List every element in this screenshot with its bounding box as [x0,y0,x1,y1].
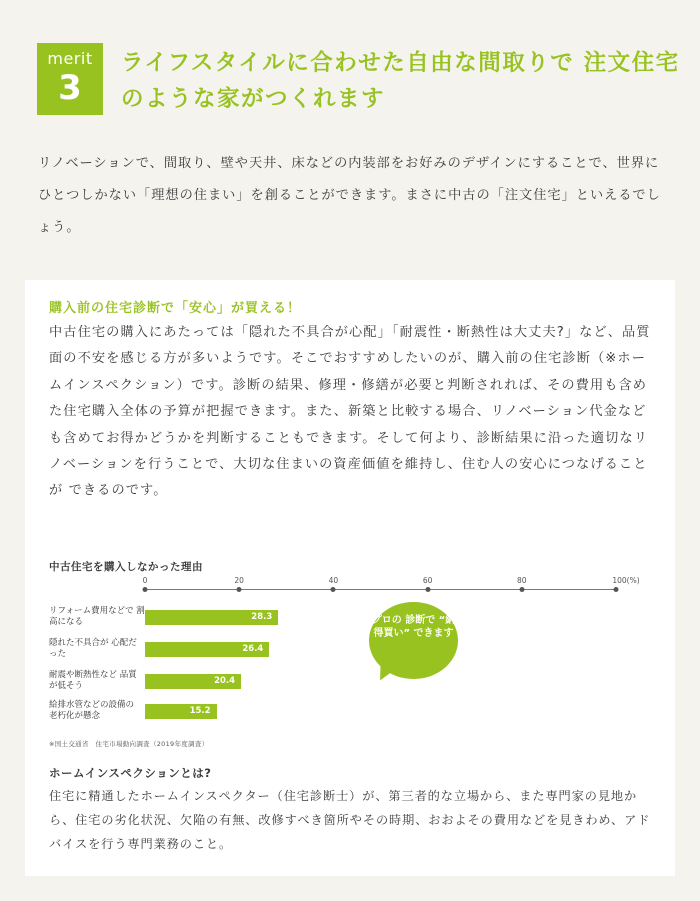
chart-title: 中古住宅を購入しなかった理由 [49,561,203,573]
category-label: 耐震や断熱性など 品質が低そう [49,670,137,691]
x-tick-label: 100(%) [612,576,640,585]
x-tick-label: 80 [517,576,527,585]
speech-bubble [369,602,469,692]
category-label: 隠れた不具合が 心配だった [49,638,137,659]
x-tick-mark [614,587,619,592]
bar-value-label: 28.3 [251,612,273,622]
page-title: ライフスタイルに合わせた自由な間取りで 注文住宅のような家がつくれます [121,50,680,112]
x-tick-mark [425,587,430,592]
merit-badge [37,43,103,115]
category-label: 給排水管などの設備の 老朽化が懸念 [49,700,135,721]
x-tick-label: 0 [142,576,148,585]
x-tick-label: 60 [422,576,433,585]
chart-source: ※国土交通省 住宅市場動向調査（2019年度調査） [49,740,209,748]
section-heading: 購入前の住宅診断で「安心」が買える！ [49,301,302,316]
x-tick-mark [143,587,148,592]
intro-text: リノベーションで、間取り、壁や天井、床などの内装部をお好みのデザインにすることで、世界にひとつしかない「理想の住まい」を創ることができます。まさに中古の「注文住宅」といえるでしょう。 [38,156,661,235]
x-axis-line [145,589,616,590]
x-tick-mark [331,587,336,592]
bar [145,642,269,657]
bar-value-label: 15.2 [189,706,211,716]
bar [145,704,217,719]
definition-heading: ホームインスペクションとは? [49,766,212,780]
x-tick-label: 40 [328,576,339,585]
merit-header [37,43,680,123]
speech-bubble-text: プロの 診断で “納得買い” できます [369,602,458,679]
bar-value-label: 20.4 [214,676,236,686]
bar [145,674,241,689]
section-body: 中古住宅の購入にあたっては「隠れた不具合が心配」「耐震性・断熱性は大丈夫?」など、品質面の不安を感じる方が多いようです。そこでおすすめしたいのが、購入前の住宅診断（※ホームインスペクション）です。診断の結果、修理・修繕が必要と判断されれば、その費用も含めた住宅購入全体の予算が把握できます。また、新築と比較する場合、リノベーション代金なども含めてお得かどうかを判断することもできます。そして何より、診断結果に沿った適切なリノベーションを行うことで、大切な住まいの資産価値を維持し、住む人の安心につなげることが できるのです。 [49,325,651,499]
x-tick-label: 20 [234,576,244,585]
bar-chart [25,280,675,750]
bar-value-label: 26.4 [242,644,264,654]
category-label: リフォーム費用などで 割高になる [49,606,145,627]
x-tick-mark [519,587,524,592]
definition-text: 住宅に精通したホームインスペクター（住宅診断士）が、第三者的な立場から、また専門家の見地から、住宅の劣化状況、欠陥の有無、改修すべき箇所やその時期、おおよその費用などを見きわめ、アドバイスを行う専門業務のこと。 [49,789,651,851]
bar [145,610,278,625]
merit-number: 3 [58,68,82,108]
merit-label: merit [47,49,93,68]
inspection-card [25,280,675,876]
x-tick-mark [237,587,242,592]
